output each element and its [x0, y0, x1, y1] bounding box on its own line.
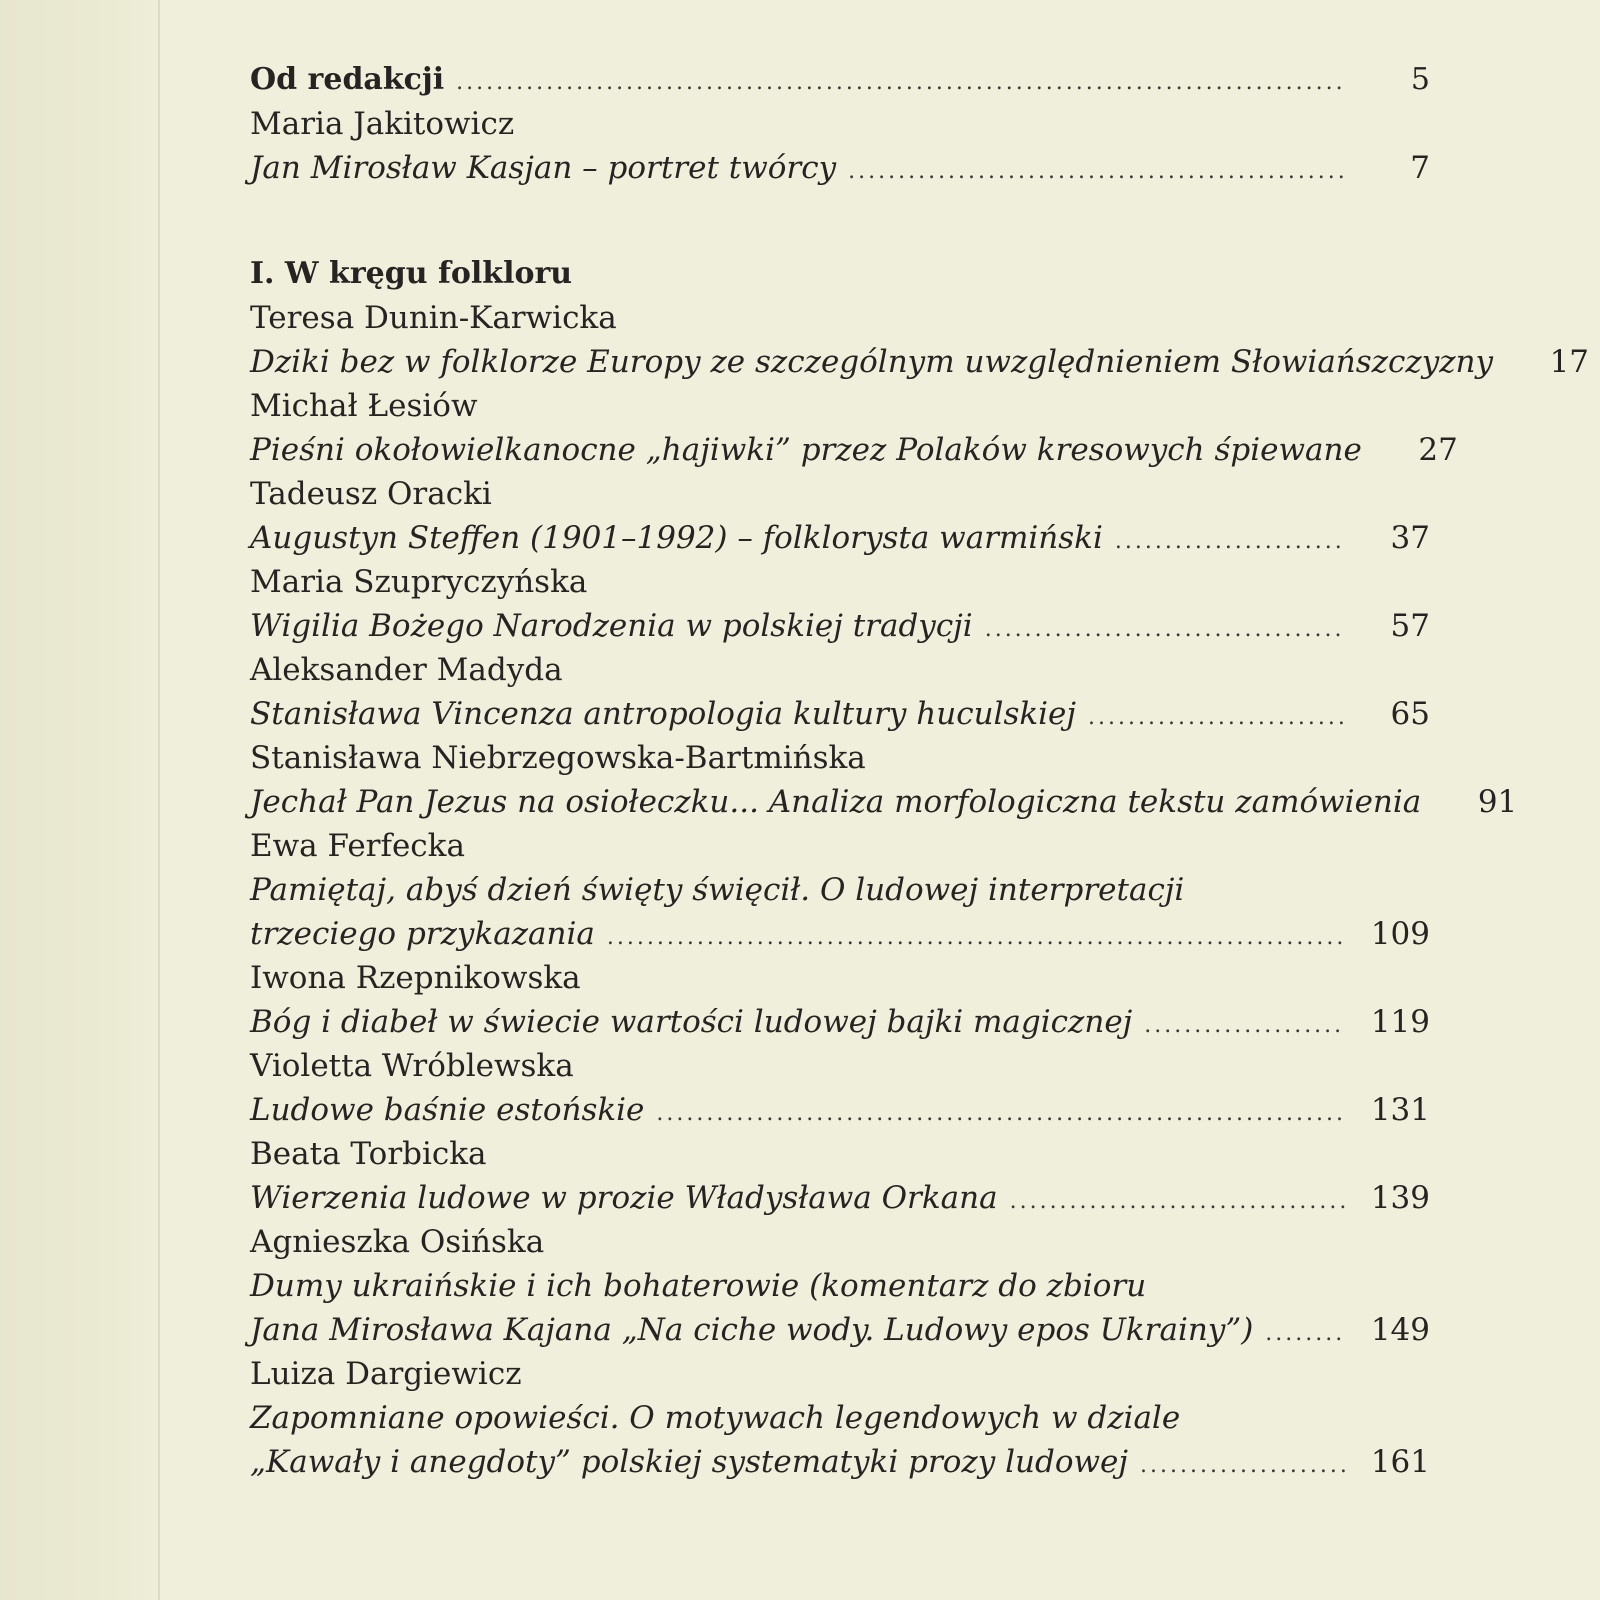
toc-entry [250, 428, 1458, 472]
dot-leader [848, 150, 1346, 194]
dot-leader [985, 608, 1346, 652]
dot-leader [1265, 1312, 1346, 1356]
dot-leader [1115, 520, 1346, 564]
toc-entry [250, 1000, 1430, 1044]
page-number: 57 [1390, 608, 1430, 644]
dot-leader [1140, 1444, 1346, 1488]
book-gutter [0, 0, 160, 1600]
page-number: 65 [1390, 696, 1430, 732]
entry-author: Luiza Dargiewicz [250, 1356, 522, 1392]
entry-title-line: Pamiętaj, abyś dzień święty święcił. O ludowej interpretacji [250, 872, 1185, 908]
section-heading: I. W kręgu folkloru [250, 256, 573, 291]
page-number: 27 [1418, 432, 1458, 468]
entry-title: Wigilia Bożego Narodzenia w polskiej tradycji [250, 608, 973, 644]
entry-title: Jan Mirosław Kasjan – portret twórcy [250, 150, 837, 186]
entry-title: Stanisława Vincenza antropologia kultury huculskiej [250, 696, 1077, 732]
page-number: 161 [1370, 1444, 1430, 1480]
entry-author: Teresa Dunin-Karwicka [250, 300, 617, 336]
toc-entry [250, 340, 1590, 384]
spacer [250, 190, 1430, 252]
toc-entry [250, 692, 1430, 736]
entry-title: Od redakcji [250, 62, 445, 97]
page-number: 131 [1370, 1092, 1430, 1128]
dot-leader [656, 1092, 1346, 1136]
entry-author: Michał Łesiów [250, 388, 478, 424]
page-number: 119 [1370, 1004, 1430, 1040]
toc-entry-intro [250, 58, 1430, 102]
entry-title-line: Dumy ukraińskie i ich bohaterowie (komentarz do zbioru [250, 1268, 1147, 1304]
toc-entry [250, 1440, 1430, 1484]
entry-author: Tadeusz Oracki [250, 476, 492, 512]
toc-entry [250, 1088, 1430, 1132]
dot-leader [456, 61, 1346, 105]
entry-author: Violetta Wróblewska [250, 1048, 574, 1084]
toc-entry [250, 1308, 1430, 1352]
toc-entry-portrait [250, 146, 1430, 190]
entry-title: Jana Mirosława Kajana „Na ciche wody. Ludowy epos Ukrainy”) [250, 1312, 1254, 1348]
entry-author: Maria Szupryczyńska [250, 564, 588, 600]
entry-title: Ludowe baśnie estońskie [250, 1092, 645, 1128]
page-number: 5 [1410, 62, 1430, 97]
table-of-contents [250, 58, 1590, 1484]
page-number: 7 [1410, 150, 1430, 186]
page-number: 91 [1477, 784, 1518, 820]
entry-title: trzeciego przykazania [250, 916, 595, 952]
dot-leader [1088, 696, 1346, 740]
entry-author: Aleksander Madyda [250, 652, 563, 688]
entry-title: Jechał Pan Jezus na osiołeczku... Analiza morfologiczna tekstu zamówienia [250, 784, 1422, 820]
entry-title: Wierzenia ludowe w prozie Władysława Orkana [250, 1180, 998, 1216]
entry-author: Beata Torbicka [250, 1136, 487, 1172]
page-number: 109 [1370, 916, 1430, 952]
dot-leader [1010, 1180, 1346, 1224]
entry-title: Bóg i diabeł w świecie wartości ludowej bajki magicznej [250, 1004, 1133, 1040]
dot-leader [1144, 1004, 1346, 1048]
entry-title-line: Zapomniane opowieści. O motywach legendowych w dziale [250, 1400, 1181, 1436]
toc-entry [250, 604, 1430, 648]
toc-entry [250, 1176, 1430, 1220]
entry-author: Stanisława Niebrzegowska-Bartmińska [250, 740, 866, 776]
entry-title: Pieśni okołowielkanocne „hajiwki” przez Polaków kresowych śpiewane [250, 432, 1362, 468]
dot-leader [607, 916, 1346, 960]
entry-title: Augustyn Steffen (1901–1992) – folklorysta warmiński [250, 520, 1103, 556]
entry-author: Agnieszka Osińska [250, 1224, 545, 1260]
page-number: 17 [1549, 344, 1590, 380]
entry-author: Maria Jakitowicz [250, 106, 515, 142]
entry-title: Dziki bez w folklorze Europy ze szczególnym uwzględnieniem Słowiańszczyzny [250, 344, 1494, 380]
toc-entry [250, 912, 1430, 956]
entry-author: Ewa Ferfecka [250, 828, 465, 864]
entry-author: Iwona Rzepnikowska [250, 960, 581, 996]
entry-title: „Kawały i anegdoty” polskiej systematyki prozy ludowej [250, 1444, 1129, 1480]
toc-entry [250, 516, 1430, 560]
page-number: 139 [1370, 1180, 1430, 1216]
page-number: 149 [1370, 1312, 1430, 1348]
page-number: 37 [1390, 520, 1430, 556]
toc-entry [250, 780, 1518, 824]
